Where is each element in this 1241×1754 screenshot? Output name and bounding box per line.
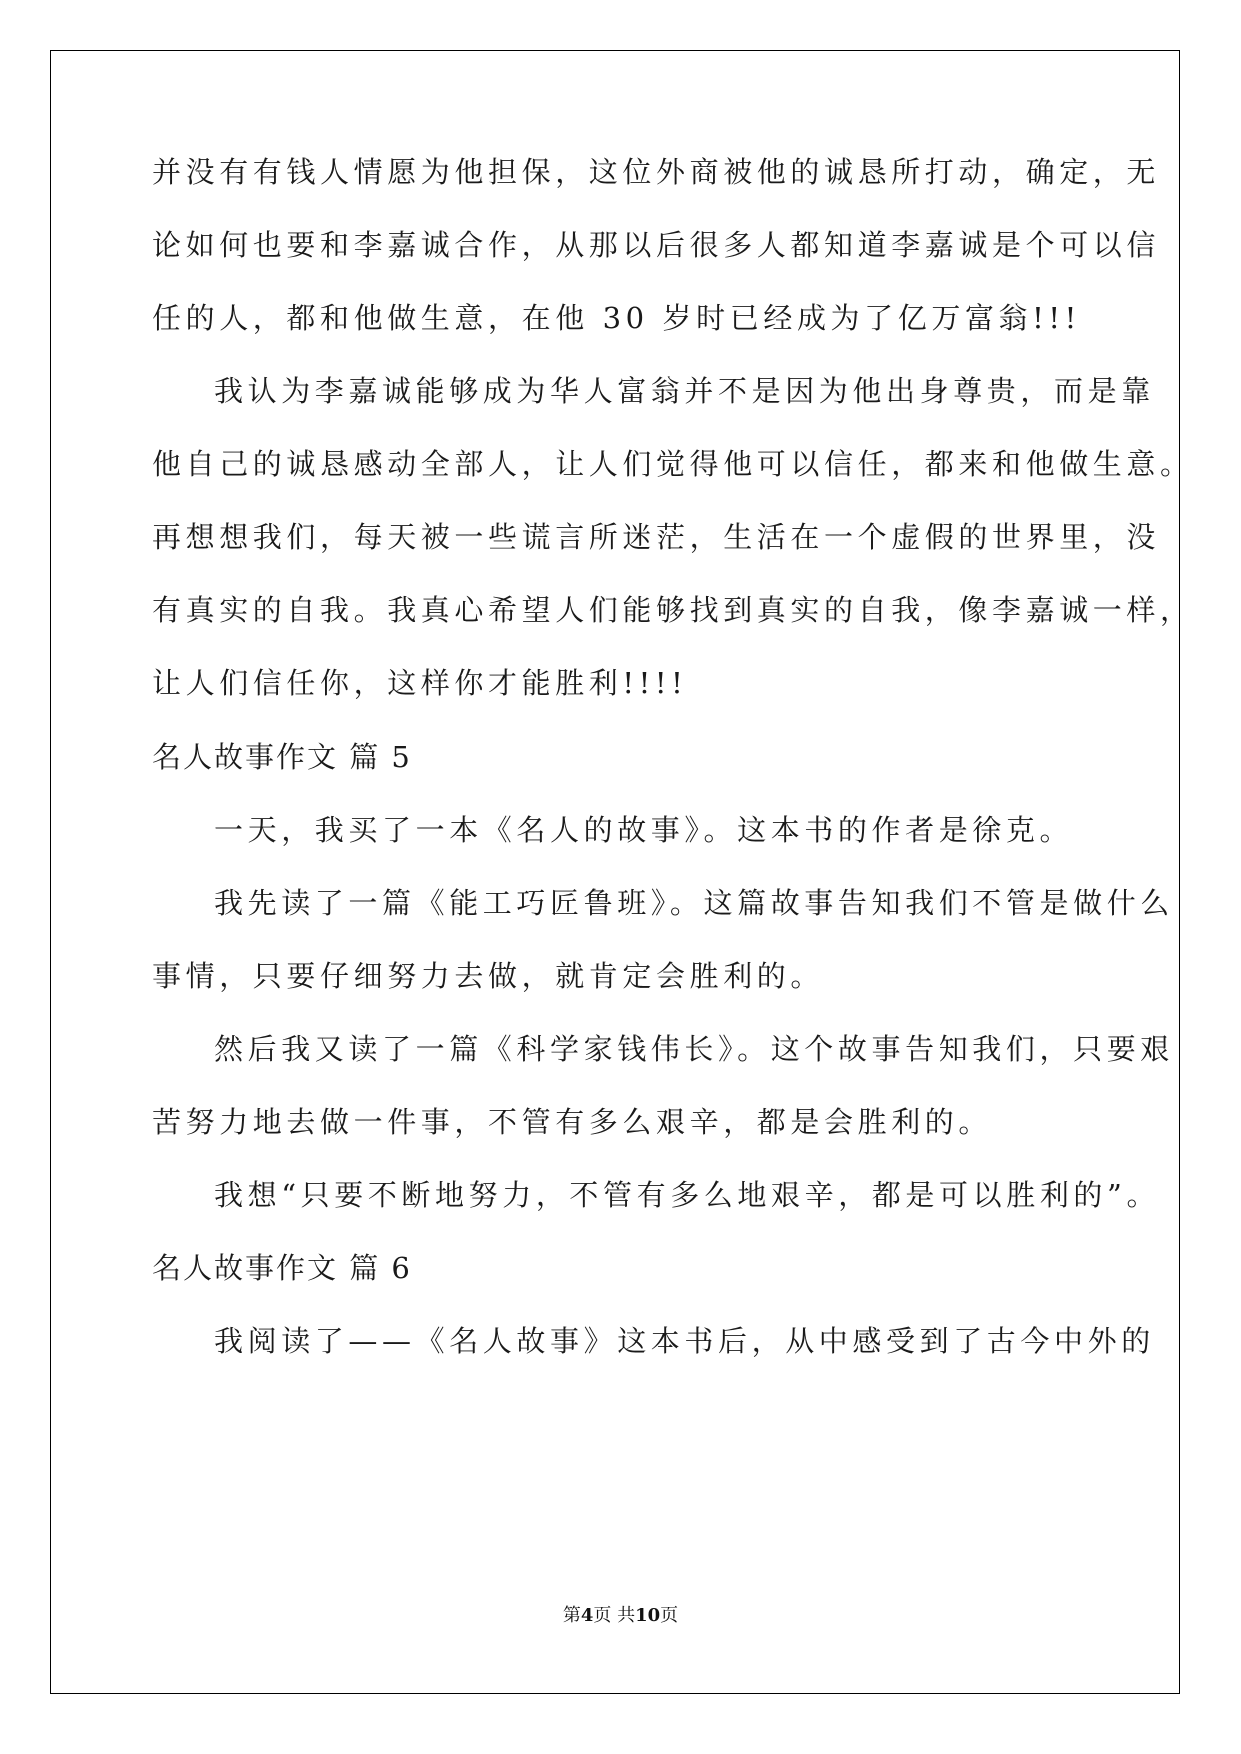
paragraph-line: 任的人，都和他做生意，在他 30 岁时已经成为了亿万富翁!!! [152,301,1081,335]
section-heading: 名人故事作文 篇 5 [152,740,412,774]
paragraph-line: 我先读了一篇《能工巧匠鲁班》。这篇故事告知我们不管是做什么 [214,886,1174,920]
footer-suffix: 页 [660,1605,679,1626]
paragraph-line: 我想“只要不断地努力，不管有多么地艰辛，都是可以胜利的”。 [214,1178,1161,1212]
paragraph-line: 并没有有钱人情愿为他担保，这位外商被他的诚恳所打动，确定，无 [152,155,1161,189]
footer-total-pages: 10 [635,1605,661,1626]
footer-prefix: 第 [562,1605,581,1626]
footer-middle: 页 共 [593,1605,636,1626]
paragraph-line: 他自己的诚恳感动全部人，让人们觉得他可以信任，都来和他做生意。 [152,447,1194,481]
paragraph-line: 再想想我们，每天被一些谎言所迷茫，生活在一个虚假的世界里，没 [152,520,1161,554]
paragraph-line: 让人们信任你，这样你才能胜利!!!! [152,666,688,700]
paragraph-line: 苦努力地去做一件事，不管有多么艰辛，都是会胜利的。 [152,1105,993,1139]
paragraph-line: 我认为李嘉诚能够成为华人富翁并不是因为他出身尊贵，而是靠 [214,374,1155,408]
paragraph-line: 我阅读了——《名人故事》这本书后，从中感受到了古今中外的 [214,1324,1155,1358]
section-heading: 名人故事作文 篇 6 [152,1251,412,1285]
paragraph-line: 事情，只要仔细努力去做，就肯定会胜利的。 [152,959,825,993]
paragraph-line: 一天，我买了一本《名人的故事》。这本书的作者是徐克。 [214,813,1074,847]
footer-current-page: 4 [580,1605,594,1626]
paragraph-line: 然后我又读了一篇《科学家钱伟长》。这个故事告知我们，只要艰 [214,1032,1174,1066]
page-border [50,50,1180,1694]
paragraph-line: 有真实的自我。我真心希望人们能够找到真实的自我，像李嘉诚一样， [152,593,1194,627]
page-footer [0,1604,1241,1628]
paragraph-line: 论如何也要和李嘉诚合作，从那以后很多人都知道李嘉诚是个可以信 [152,228,1161,262]
